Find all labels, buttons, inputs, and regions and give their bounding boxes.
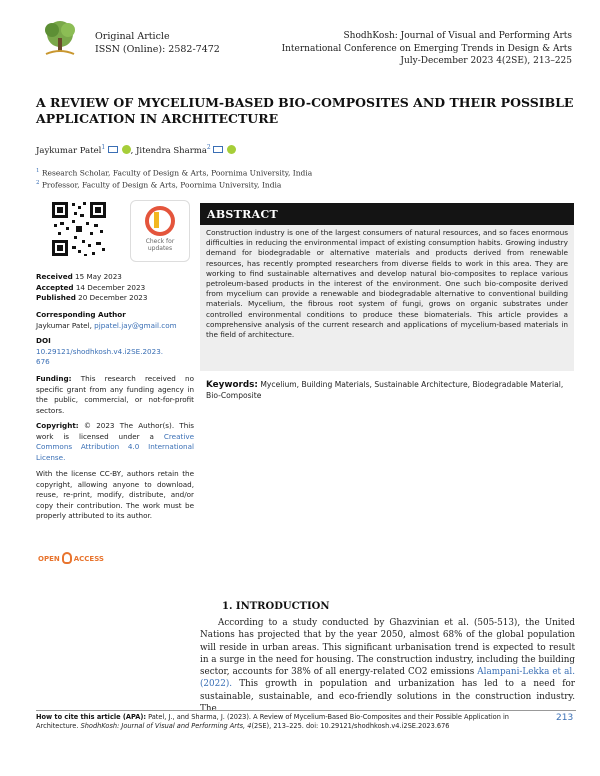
check-updates-line1: Check for: [145, 238, 175, 245]
doi-link[interactable]: 10.29121/shodhkosh.v4.i2SE.2023.676: [36, 346, 164, 366]
accepted-label: Accepted: [36, 282, 74, 292]
copyright-text: © 2023 The Author(s). This work is licensed under a: [36, 421, 194, 441]
open-access-logo: [38, 552, 104, 564]
received-date: 15 May 2023: [75, 272, 122, 281]
funding-label: Funding:: [36, 374, 72, 383]
orcid-icon[interactable]: [227, 145, 236, 154]
doi-label: DOI: [36, 336, 51, 345]
affil-text: Research Scholar, Faculty of Design & Arts, Poornima University, India: [41, 168, 313, 178]
open-access-left: OPEN: [38, 555, 60, 563]
authors: [36, 144, 236, 156]
journal-name: ShodhKosh: Journal of Visual and Performing Arts: [343, 31, 572, 41]
footer-text-1: Patel, J., and Sharma, J. (2023). A Review of Mycelium-Based Bio-Composites and their Possible Application in Architecture.: [36, 713, 509, 731]
page-number: 213: [556, 713, 574, 723]
intro-heading: 1. INTRODUCTION: [222, 601, 330, 612]
citation-footer: [36, 713, 526, 732]
copyright-label: Copyright:: [36, 421, 79, 430]
footer-label: How to cite this article (APA):: [36, 713, 146, 721]
accepted-row: [36, 283, 194, 294]
issue-info: July-December 2023 4(2SE), 213–225: [400, 56, 572, 66]
corr-name: Jaykumar Patel,: [36, 320, 95, 330]
copyright-block: [36, 421, 194, 463]
license-note: With the license CC-BY, authors retain the copyright, allowing anyone to download, reuse, re-print, modify, distribute, and/or copy their contribution. The work must be properly attributed to its author.: [36, 469, 194, 520]
check-updates-icon: [145, 206, 175, 236]
conference-name: International Conference on Emerging Trends in Design & Arts: [281, 43, 572, 54]
article-title: A REVIEW OF MYCELIUM-BASED BIO-COMPOSITES AND THEIR POSSIBLE APPLICATION IN ARCHITECTURE: [36, 95, 574, 126]
keywords: [206, 380, 568, 401]
published-row: [36, 293, 194, 304]
intro-text-2: This growth in population and urbanization has led to a need for sustainable, sustainable, and eco-friendly solutions in the construction industry.: [200, 679, 575, 702]
corresponding-author: [36, 310, 194, 331]
abstract-heading: ABSTRACT: [200, 203, 574, 225]
intro-text-1: According to a study conducted by Ghazvinian et al. (505-513), the United Nations has projected that by the year 2050, almost 68% of the global population will reside in urban areas. This significant urbanisation trend is expected to result in a surge in the need for housing. The construction industry, including the building sector, accounts for 38% of all energy-related CO2 emissions: [200, 618, 575, 678]
intro-citation-link[interactable]: Alampani-Lekka et al. (2022).: [200, 667, 575, 690]
abstract-body: Construction industry is one of the largest consumers of natural resources, and so faces enormous difficulties in reducing the environmental impact of existing consumption habits. Growing industry demand for biodegradable or alternative materials and products derived from renewable resources, has recently prompted researchers from diverse fields to work in this area. They are working to find sustainable alternatives and develop natural bio-composites to replace various petroleum-based products in the interest of the environment. One such bio-composite derived from mycelium can provide a renewable and biodegradable alternative to conventional building materials. Mycelium, the fibrous root system of fungi, grows on organic substrates under controlled environmental conditions to produce these biomaterials. This article provides a comprehensive analysis of the current research and applications of mycelium-based materials in the field of architecture.: [200, 225, 574, 371]
intro-paragraph: [200, 617, 575, 715]
doi-block: [36, 336, 194, 368]
open-lock-icon: [62, 552, 72, 564]
published-label: Published: [36, 293, 76, 302]
affiliation-1: [36, 168, 312, 178]
open-access-right: ACCESS: [73, 555, 104, 563]
received-row: [36, 272, 194, 283]
header-left: [95, 30, 220, 56]
email-icon[interactable]: [108, 146, 118, 153]
license-link[interactable]: Creative Commons Attribution 4.0 International License.: [36, 431, 194, 462]
author-2-sup: 2: [206, 144, 211, 151]
author-1-sup: 1: [101, 144, 106, 151]
corr-label: Corresponding Author: [36, 310, 126, 319]
keywords-text: Mycelium, Building Materials, Sustainable Architecture, Biodegradable Material, Bio-Composite: [206, 380, 564, 400]
affiliation-2: [36, 180, 281, 190]
orcid-icon[interactable]: [122, 145, 131, 154]
check-for-updates-badge[interactable]: [130, 200, 190, 262]
journal-logo-tree-icon: [40, 18, 80, 60]
corr-email-link[interactable]: pjpatel.jay@gmail.com: [94, 320, 177, 330]
affil-text: Professor, Faculty of Design & Arts, Poornima University, India: [41, 180, 282, 190]
affil-num: 1: [36, 168, 40, 174]
accepted-date: 14 December 2023: [75, 282, 146, 292]
footer-text-2: (2SE), 213–225. doi: 10.29121/shodhkosh.v4.i2SE.2023.676: [251, 722, 450, 731]
issn: ISSN (Online): 2582-7472: [95, 44, 220, 55]
author-1[interactable]: Jaykumar Patel: [36, 145, 102, 156]
published-date: 20 December 2023: [78, 293, 148, 302]
check-updates-line2: updates: [147, 245, 173, 252]
affil-num: 2: [36, 180, 40, 186]
email-icon[interactable]: [213, 146, 223, 153]
footer-journal: ShodhKosh: Journal of Visual and Performing Arts, 4: [80, 722, 252, 731]
footer-divider: [36, 710, 576, 711]
author-2[interactable]: Jitendra Sharma: [136, 145, 207, 156]
keywords-label: Keywords:: [206, 380, 258, 390]
funding-block: [36, 374, 194, 416]
author-sep: ,: [130, 145, 137, 156]
funding-text: This research received no specific grant from any funding agency in the public, commercial, or not-for-profit sectors.: [36, 374, 194, 415]
qr-code-icon[interactable]: [50, 200, 108, 258]
article-type: Original Article: [95, 31, 170, 42]
received-label: Received: [36, 272, 73, 281]
article-dates: [36, 272, 194, 304]
header-right: [282, 30, 572, 68]
